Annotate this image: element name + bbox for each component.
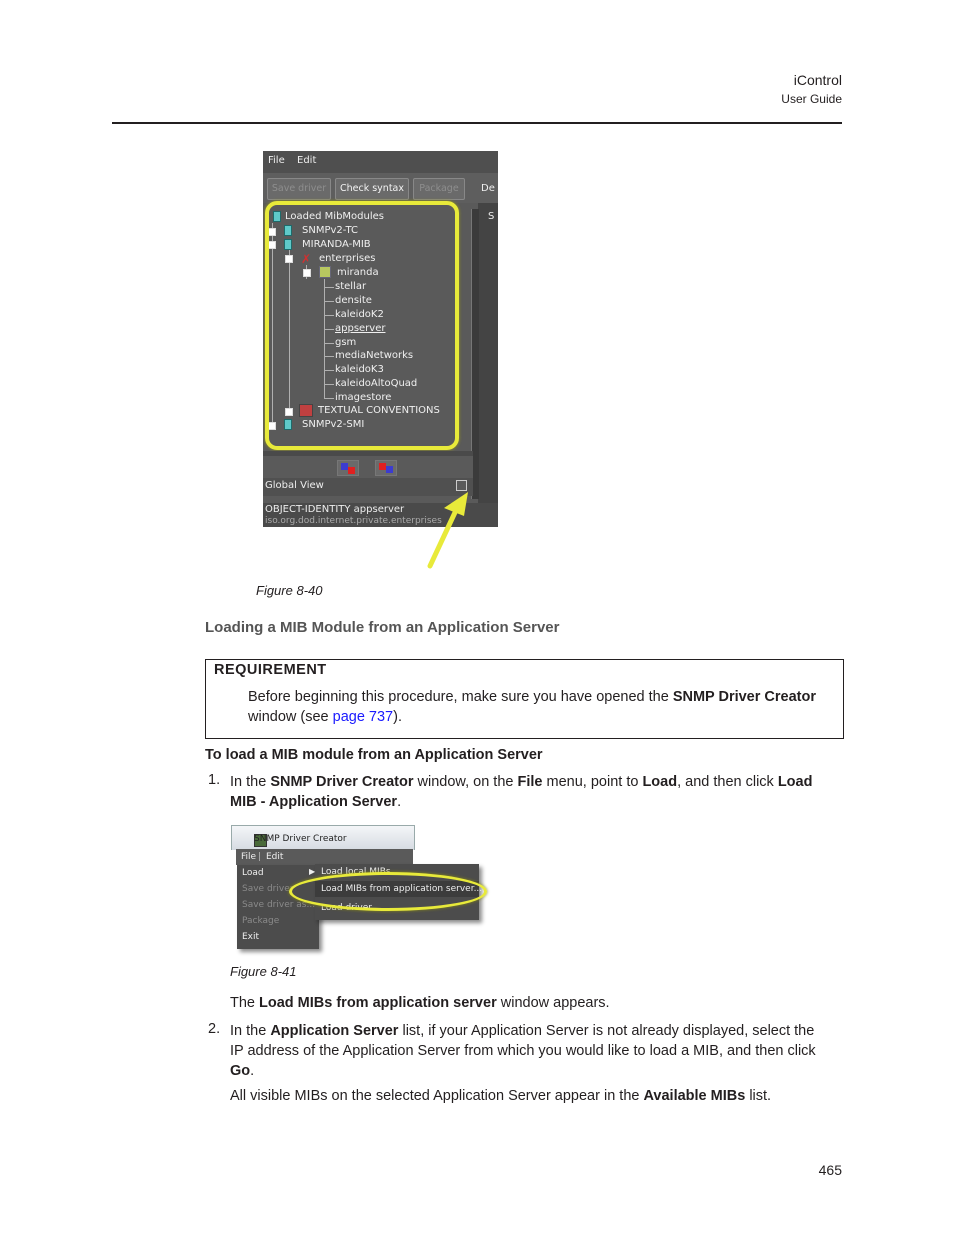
tree-node-miranda-mib[interactable]: MIRANDA-MIB (302, 239, 371, 250)
tree-node-kaleidok3[interactable]: kaleidoK3 (335, 364, 384, 375)
right-panel-label: S (488, 211, 495, 222)
save-driver-button[interactable]: Save driver (267, 178, 331, 200)
header-doc-type: User Guide (781, 92, 842, 106)
menu-bar: File | Edit (236, 849, 413, 865)
menu-file[interactable]: File (241, 852, 257, 862)
package-button[interactable]: Package (413, 178, 465, 200)
figure-8-40-caption: Figure 8-40 (256, 583, 323, 598)
check-syntax-button[interactable]: Check syntax (335, 178, 409, 200)
tree-node-gsm[interactable]: gsm (335, 337, 357, 348)
menu-item-package[interactable]: Package (242, 916, 280, 926)
step-1-text: In the SNMP Driver Creator window, on the File menu, point to Load, and then click Load MIB - Application Server. (230, 774, 813, 810)
step-1-number: 1. (208, 772, 221, 788)
figure-8-40-screenshot (263, 151, 498, 527)
submenu-item-load-driver[interactable]: Load driver... (321, 903, 380, 913)
tree-node-stellar[interactable]: stellar (335, 281, 367, 292)
tree-node-snmpv2-tc[interactable]: SNMPv2-TC (302, 225, 358, 236)
menu-edit[interactable]: Edit (297, 155, 317, 166)
toolbar (263, 173, 498, 203)
requirement-text: Before beginning this procedure, make sure you have opened the SNMP Driver Creator window (see page 737). (248, 689, 816, 725)
page-number: 465 (818, 1162, 842, 1178)
menu-item-save-driver[interactable]: Save driver (242, 884, 294, 894)
tree-node-miranda[interactable]: miranda (337, 267, 379, 278)
callout-arrow-icon (420, 488, 480, 570)
file-menu (237, 865, 319, 949)
procedure-title: To load a MIB module from an Application Server (205, 747, 543, 763)
menu-item-exit[interactable]: Exit (242, 932, 260, 942)
submenu-arrow-icon: ▶ (309, 867, 316, 876)
tree-node-medianetworks[interactable]: mediaNetworks (335, 350, 414, 361)
step-2-text: In the Application Server list, if your Application Server is not already displayed, select the IP address of the Application Server from which you would like to load a MIB, and then click Go. (230, 1023, 816, 1079)
tree-node-loaded-mibmodules[interactable]: Loaded MibModules (285, 211, 384, 222)
menu-file[interactable]: File (268, 155, 285, 166)
tree-highlight-callout (265, 201, 459, 450)
tree-node-kaleidok2[interactable]: kaleidoK2 (335, 309, 384, 320)
enterprises-node-icon: ✗ (301, 252, 312, 266)
tree-node-snmpv2-smi[interactable]: SNMPv2-SMI (302, 419, 365, 430)
menu-edit[interactable]: Edit (266, 852, 284, 862)
tree-node-textual-conventions[interactable]: TEXTUAL CONVENTIONS (318, 405, 440, 416)
step-2-number: 2. (208, 1021, 221, 1037)
menu-bar (263, 151, 498, 173)
tree-node-imagestore[interactable]: imagestore (335, 392, 392, 403)
menu-item-save-driver-as[interactable]: Save driver as... (242, 900, 316, 910)
global-view-label: Global View (265, 480, 324, 491)
window-title: SNMP Driver Creator (254, 834, 347, 844)
requirement-heading: REQUIREMENT (214, 662, 327, 678)
header-product: iControl (793, 72, 842, 88)
tree-node-appserver[interactable]: appserver (335, 323, 386, 334)
load-mib-icon[interactable] (337, 460, 359, 476)
tree-node-enterprises[interactable]: enterprises (319, 253, 376, 264)
unload-mib-icon[interactable] (375, 460, 397, 476)
menu-item-load[interactable]: Load (242, 868, 264, 878)
figure-8-41-screenshot (231, 825, 486, 951)
header-rule (112, 122, 842, 124)
tree-button-row (263, 456, 473, 478)
result-2-text: All visible MIBs on the selected Application Server appear in the Available MIBs list. (230, 1088, 772, 1104)
right-panel (478, 203, 498, 503)
page-link[interactable]: page 737 (332, 709, 394, 725)
object-identity-text: OBJECT-IDENTITY appserver (265, 504, 405, 515)
submenu-item-load-local-mibs[interactable]: Load local MIBs... (321, 867, 400, 877)
result-1-text: The Load MIBs from application server window appears. (230, 995, 610, 1011)
oid-path-text: iso.org.dod.internet.private.enterprises (265, 516, 442, 526)
highlight-callout (289, 872, 487, 911)
figure-8-41-caption: Figure 8-41 (230, 964, 297, 979)
tree-node-kaleidoaltoquad[interactable]: kaleidoAltoQuad (335, 378, 418, 389)
right-panel-tab[interactable]: De (481, 183, 495, 194)
submenu-item-load-from-app-server[interactable]: Load MIBs from application server... (321, 884, 483, 894)
tree-node-densite[interactable]: densite (335, 295, 372, 306)
section-title: Loading a MIB Module from an Application Server (205, 619, 560, 636)
window-titlebar (231, 825, 415, 850)
